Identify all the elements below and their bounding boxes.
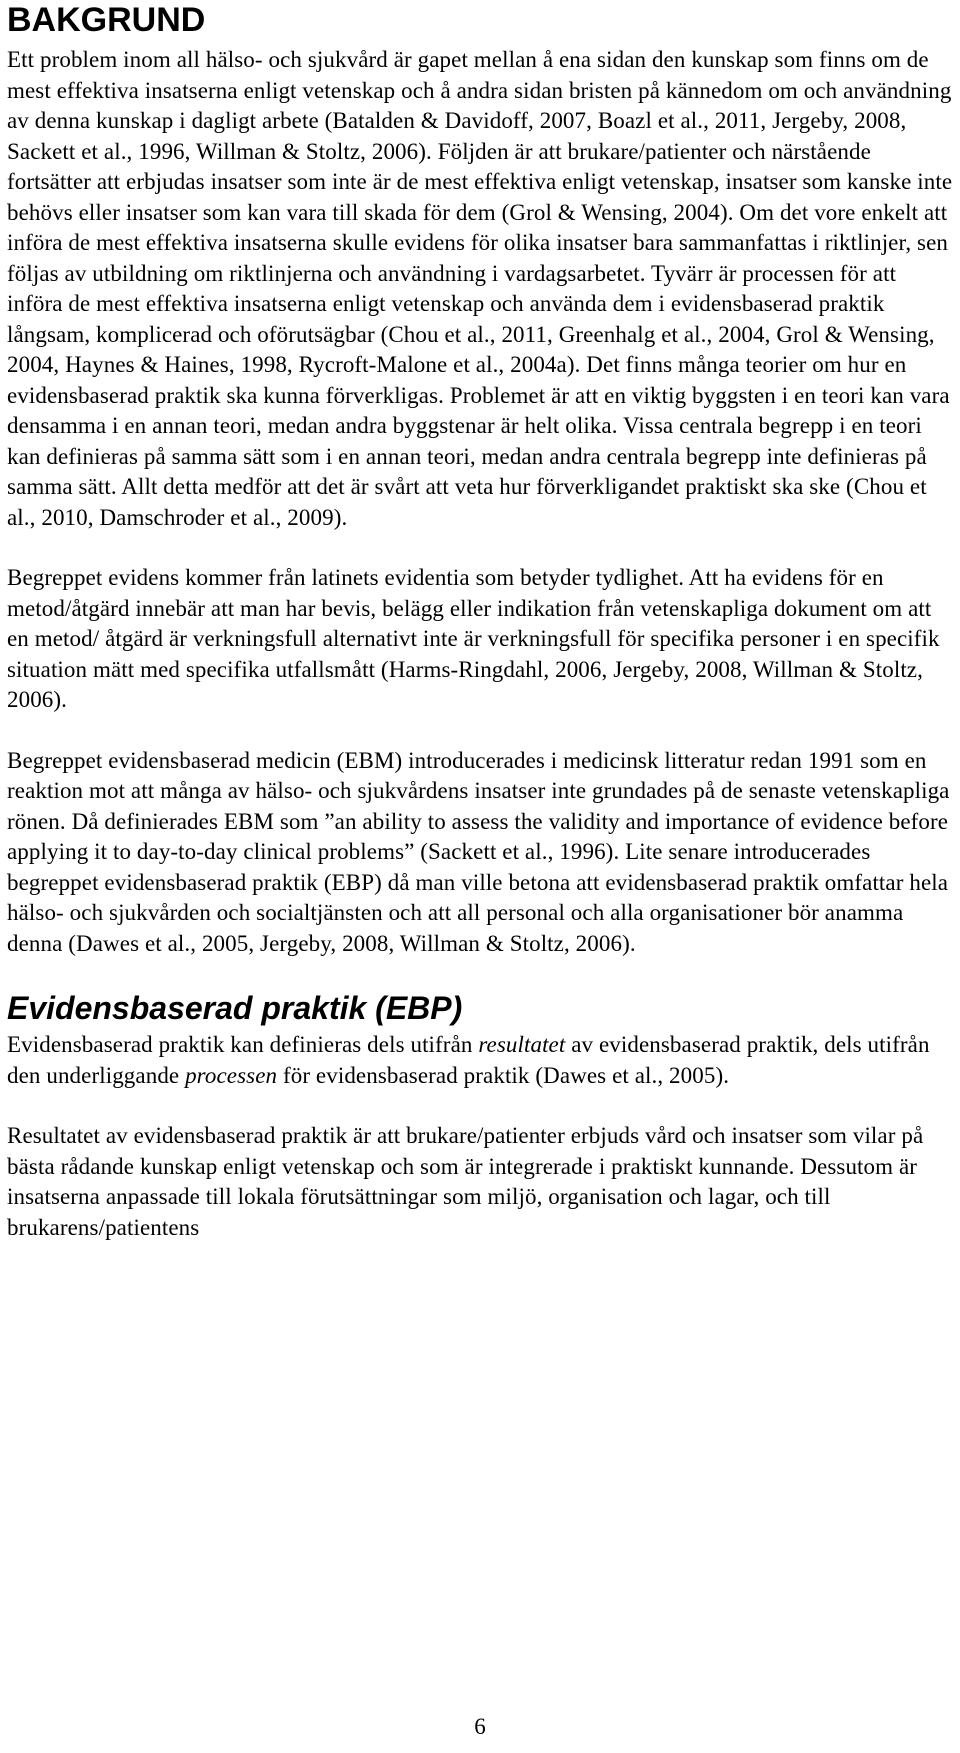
paragraph-ebp-result: Resultatet av evidensbaserad praktik är att brukare/patienter erbjuds vård och insatser som vilar på bästa rådande kunskap enligt vetenskap och som är integrerade i praktiskt kunnande. Dessutom är insatserna anpassade till lokala förutsättningar som miljö, organisation och lagar, och till brukarens/patientens xyxy=(7,1123,924,1240)
paragraph-evidence-definition: Begreppet evidens kommer från latinets evidentia som betyder tydlighet. Att ha evidens för en metod/åtgärd innebär att man har bevis, belägg eller indikation från vetenskapliga dokument om att en metod/ åtgärd är verkningsfull alternativt inte är verkningsfull för specifika personer i en specifik situation mätt med specifika utfallsmått (Harms-Ringdahl, 2006, Jergeby, 2008, Willman & Stoltz, 2006). xyxy=(7,565,940,712)
ebp-text-part2: av evidensbaserad praktik, dels utifrån den underliggande xyxy=(7,1032,930,1088)
document-page xyxy=(7,0,953,1243)
ebp-italic-result: resultatet xyxy=(478,1032,566,1057)
ebp-text-part1: Evidensbaserad praktik kan definieras dels utifrån xyxy=(7,1032,479,1057)
paragraph-ebm-history: Begreppet evidensbaserad medicin (EBM) introducerades i medicinsk litteratur redan 1991 som en reaktion mot att många av hälso- och sjukvårdens insatser inte grundades på de senaste vetenskapliga rönen. Då definierades EBM som ”an ability to assess the validity and importance of evidence before applying it to day-to-day clinical problems” (Sackett et al., 1996). Lite senare introducerades begreppet evidensbaserad praktik (EBP) då man ville betona att evidensbaserad praktik omfattar hela hälso- och sjukvården och socialtjänsten och att all personal och alla organisationer bör anamma denna (Dawes et al., 2005, Jergeby, 2008, Willman & Stoltz, 2006). xyxy=(7,747,950,956)
ebp-italic-process: processen xyxy=(185,1062,278,1088)
section-heading: BAKGRUND xyxy=(7,1,206,39)
page-number: 6 xyxy=(474,1714,486,1739)
paragraph-ebp-definition xyxy=(7,1030,953,1091)
paragraph-background: Ett problem inom all hälso- och sjukvård är gapet mellan å ena sidan den kunskap som finns om de mest effektiva insatserna enligt vetenskap och å andra sidan bristen på kännedom om och användning av denna kunskap i dagligt arbete (Batalden & Davidoff, 2007, Boazl et al., 2011, Jergeby, 2008, Sackett et al., 1996, Willman & Stoltz, 2006). Följden är att brukare/patienter och närstående fortsätter att erbjudas insatser som inte är de mest effektiva enligt vetenskap, insatser som kanske inte behövs eller insatser som kan vara till skada för dem (Grol & Wensing, 2004). Om det vore enkelt att införa de mest effektiva insatserna skulle evidens för olika insatser bara sammanfattas i riktlinjer, sen följas av utbildning om riktlinjerna och användning i vardagsarbetet. Tyvärr är processen för att införa de mest effektiva insatserna enligt vetenskap och använda dem i evidensbaserad praktik långsam, komplicerad och oförutsägbar (Chou et al., 2011, Greenhalg et al., 2004, Grol & Wensing, 2004, Haynes & Haines, 1998, Rycroft-Malone et al., 2004a). Det finns många teorier om hur en evidensbaserad praktik ska kunna förverkligas. Problemet är att en viktig byggsten i en teori kan vara densamma i en annan teori, medan andra byggstenar är helt olika. Vissa centrala begrepp i en teori kan definieras på samma sätt som i en annan teori, medan andra centrala begrepp inte definieras på samma sätt. Allt detta medför att det är svårt att veta hur förverkligandet praktiskt ska ske (Chou et al., 2010, Damschroder et al., 2009). xyxy=(7,47,953,530)
ebp-text-part3: för evidensbaserad praktik (Dawes et al., 2005). xyxy=(277,1062,730,1088)
subsection-heading: Evidensbaserad praktik (EBP) xyxy=(7,990,463,1026)
